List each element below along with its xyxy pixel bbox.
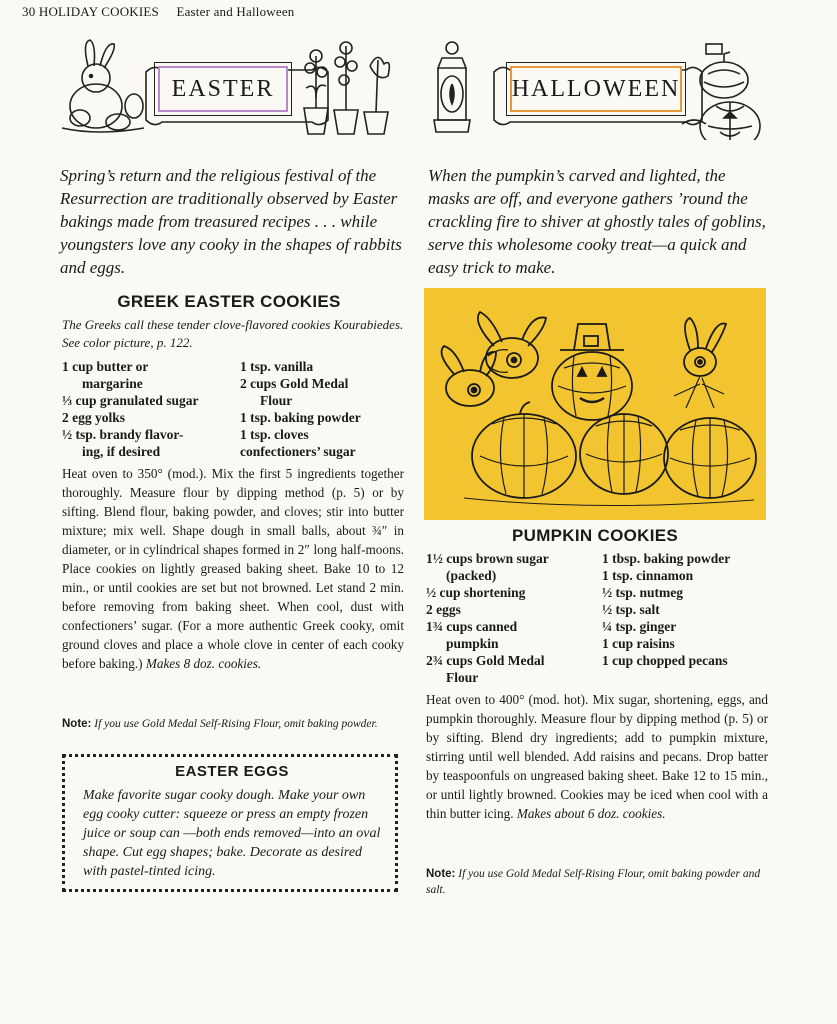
ingredients-right-column bbox=[240, 358, 404, 460]
yield-text: Makes 8 doz. cookies. bbox=[145, 656, 262, 671]
ingredient-line: confectioners’ sugar bbox=[240, 444, 356, 459]
ingredient-line: 1 tsp. cinnamon bbox=[602, 568, 694, 583]
greek-easter-method bbox=[62, 464, 404, 673]
pumpkin-note bbox=[426, 866, 768, 898]
easter-eggs-title: EASTER EGGS bbox=[175, 763, 289, 780]
ingredient-line: ½ cup shortening bbox=[426, 585, 526, 600]
easter-eggs-text: Make favorite sugar cooky dough. Make your own egg cooky cutter: squeeze or press an empty frozen juice or soup can —both ends removed—into an oval shape. Cut egg shapes; bake. Decorate as desired with pastel-tinted icing. bbox=[83, 788, 381, 879]
pumpkin-cookies-title: PUMPKIN COOKIES bbox=[511, 526, 679, 545]
ingredient-line: ½ tsp. nutmeg bbox=[602, 585, 684, 600]
note-label: Note: bbox=[62, 718, 92, 730]
note-text: If you use Gold Medal Self-Rising Flour, omit baking powder. bbox=[94, 718, 378, 730]
ingredient-line: 1½ cups brown sugar bbox=[426, 551, 549, 566]
ingredients-right-column bbox=[602, 550, 768, 686]
easter-banner-label: EASTER bbox=[158, 66, 288, 112]
pumpkin-illustration bbox=[424, 288, 766, 520]
ingredient-line: 1 tsp. cloves bbox=[240, 427, 309, 442]
ingredient-line: ing, if desired bbox=[82, 444, 161, 459]
ingredient-line: ½ tsp. brandy flavor- bbox=[62, 427, 184, 442]
pumpkin-cookies-illustration bbox=[424, 288, 766, 520]
note-label: Note: bbox=[426, 868, 456, 880]
section-title: HOLIDAY COOKIES bbox=[38, 4, 159, 19]
ingredient-line: ¼ tsp. ginger bbox=[602, 619, 677, 634]
page-number: 30 bbox=[22, 4, 36, 19]
ingredient-line: 1 cup butter or bbox=[62, 359, 149, 374]
subsection-title: Easter and Halloween bbox=[176, 4, 295, 19]
note-text: If you use Gold Medal Self-Rising Flour, omit baking powder and salt. bbox=[426, 868, 761, 896]
method-text: Heat oven to 350° (mod.). Mix the first 5 ingredients together thoroughly. Measure flour by dipping method (p. 5) or by sifting. Blend flour, baking powder, and cloves; stir into butter mixture; mix well. Shape dough in small balls, about ¾″ in diameter, or in cylindrical shapes formed in 2″ long half-moons. Place cookies on lightly greased baking sheet. Bake 10 to 12 min., or until cookies are set but not browned. Let stand 2 min. before removing from baking sheet. When cool, dust with confectioners’ sugar. (For a more authentic Greek cooky, omit ground cloves and place a whole clove in center of each cooky before baking.) bbox=[62, 466, 404, 671]
ingredient-line: Flour bbox=[260, 393, 293, 408]
easter-eggs-box bbox=[62, 754, 398, 892]
pumpkin-ingredients bbox=[426, 550, 768, 686]
running-head bbox=[22, 4, 295, 20]
ingredient-line: 1 tbsp. baking powder bbox=[602, 551, 731, 566]
ingredient-line: 2 egg yolks bbox=[62, 410, 126, 425]
ingredient-line: pumpkin bbox=[446, 636, 499, 651]
ingredient-line: 1 tsp. baking powder bbox=[240, 410, 361, 425]
halloween-intro: When the pumpkin’s carved and lighted, the masks are off, and everyone gathers ’round the crackling fire to shiver at ghostly tales of goblins, serve this wholesome cooky treat—a quick and easy trick to make. bbox=[428, 166, 766, 277]
ingredients-left-column bbox=[62, 358, 240, 460]
ingredient-line: 2 eggs bbox=[426, 602, 461, 617]
ingredient-line: 1 tsp. vanilla bbox=[240, 359, 314, 374]
halloween-banner-label: HALLOWEEN bbox=[510, 66, 682, 112]
ingredient-line: ⅓ cup granulated sugar bbox=[62, 393, 199, 408]
ingredient-line: Flour bbox=[446, 670, 479, 685]
greek-easter-cookies-title: GREEK EASTER COOKIES bbox=[117, 292, 341, 311]
ingredient-line: 1¾ cups canned bbox=[426, 619, 518, 634]
pumpkin-method bbox=[426, 690, 768, 823]
greek-easter-cookies-subtitle: The Greeks call these tender clove-flavored cookies Kourabiedes. See color picture, p. 122. bbox=[62, 317, 404, 350]
yield-text: Makes about 6 doz. cookies. bbox=[516, 806, 666, 821]
ingredient-line: 1 cup raisins bbox=[602, 636, 675, 651]
easter-banner bbox=[58, 36, 400, 140]
ingredients-left-column bbox=[426, 550, 602, 686]
method-text: Heat oven to 400° (mod. hot). Mix sugar, shortening, eggs, and pumpkin thoroughly. Measure flour by dipping method (p. 5) or by sifting. Blend dry ingredients; add to pumpkin mixture, stirring until well blended. Add raisins and pecans. Drop batter by teaspoonfuls on ungreased baking sheet. Bake 12 to 15 min., or until lightly browned. Cookies may be iced when cool with a thin butter icing. bbox=[426, 692, 768, 821]
ingredient-line: 2¾ cups Gold Medal bbox=[426, 653, 545, 668]
greek-easter-note bbox=[62, 716, 404, 732]
ingredient-line: 1 cup chopped pecans bbox=[602, 653, 728, 668]
ingredient-line: ½ tsp. salt bbox=[602, 602, 660, 617]
ingredient-line: margarine bbox=[82, 376, 143, 391]
ingredient-line: 2 cups Gold Medal bbox=[240, 376, 349, 391]
greek-easter-ingredients bbox=[62, 358, 404, 460]
easter-intro: Spring’s return and the religious festival of the Resurrection are traditionally observed by Easter bakings made from treasured recipes . . . while youngsters love any cooky in the shapes of rabbits and eggs. bbox=[60, 166, 402, 277]
halloween-banner bbox=[424, 36, 766, 140]
ingredient-line: (packed) bbox=[446, 568, 497, 583]
